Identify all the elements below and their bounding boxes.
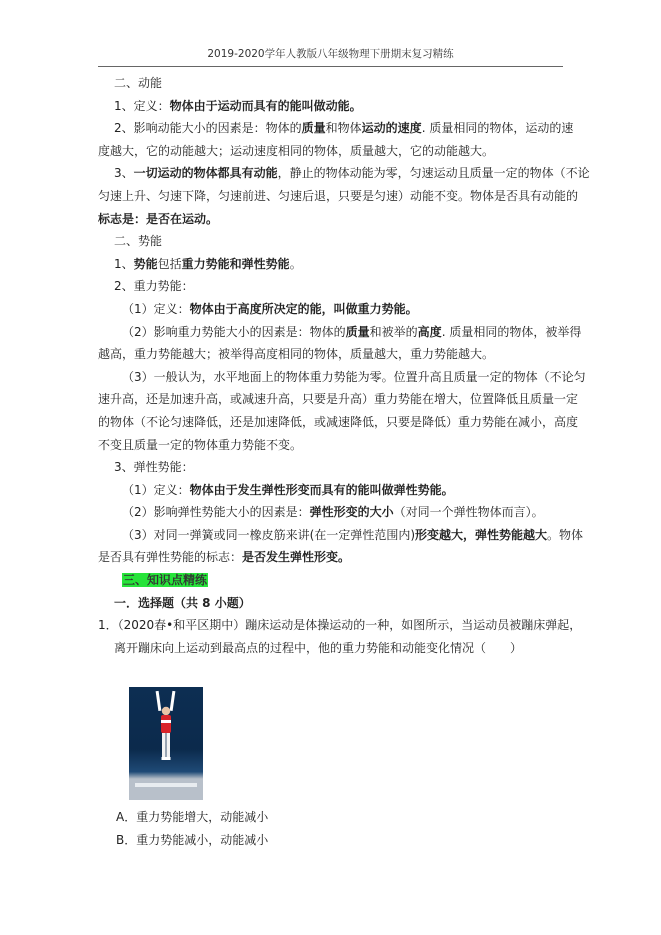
elastic-definition: （1）定义：物体由于发生弹性形变而具有的能叫做弹性势能。 <box>122 482 454 497</box>
choice-a[interactable]: A．重力势能增大，动能减小 <box>116 810 269 824</box>
page-header: 2019-2020学年人教版八年级物理下册期末复习精练 <box>98 46 563 67</box>
kinetic-note-cont: 匀速上升、匀速下降，匀速前进、匀速后退，只要是匀速）动能不变。物体是否具有动能的 <box>98 188 579 203</box>
question-1-line-1: 1．（2020春•和平区期中）蹦床运动是体操运动的一种，如图所示，当运动员被蹦床弹起， <box>98 618 582 633</box>
gymnast-figure-icon <box>129 687 203 800</box>
kinetic-factors: 2、影响动能大小的因素是：物体的质量和物体运动的速度. 质量相同的物体，运动的速 <box>114 121 574 136</box>
gravity-note-4: 不变且质量一定的物体重力势能不变。 <box>98 437 303 452</box>
practice-title: 三、知识点精练 <box>123 573 208 588</box>
multiple-choice-title: 一．选择题（共 8 小题） <box>114 595 251 610</box>
potential-title: 二、势能 <box>114 234 163 249</box>
notes-body <box>98 72 590 659</box>
trampoline-photo <box>129 687 203 800</box>
kinetic-note: 3、一切运动的物体都具有动能，静止的物体动能为零，匀速运动且质量一定的物体（不论 <box>114 166 590 181</box>
gravity-note: （3）一般认为，水平地面上的物体重力势能为零。位置升高且质量一定的物体（不论匀 <box>122 369 586 384</box>
kinetic-title: 二、动能 <box>114 76 163 90</box>
answer-choices <box>116 806 268 851</box>
gravity-factors: （2）影响重力势能大小的因素是：物体的质量和被举的高度. 质量相同的物体，被举得 <box>122 324 582 339</box>
kinetic-definition: 1、定义：物体由于运动而具有的能叫做动能。 <box>114 98 362 113</box>
elastic-note: （3）对同一弹簧或同一橡皮筋来讲(在一定弹性范围内)形变越大，弹性势能越大。物体 <box>122 527 584 542</box>
choice-b[interactable]: B．重力势能减小，动能减小 <box>116 832 269 847</box>
kinetic-mark: 标志是：是否在运动。 <box>98 211 219 226</box>
elastic-mark: 是否具有弹性势能的标志：是否发生弹性形变。 <box>98 550 351 565</box>
potential-types: 1、势能包括重力势能和弹性势能。 <box>114 256 302 271</box>
gravity-note-3: 的物体（不论匀速降低，还是加速降低，或减速降低，只要是降低）重力势能在减小，高度 <box>98 414 579 429</box>
gravity-title: 2、重力势能： <box>114 279 194 294</box>
gravity-definition: （1）定义：物体由于高度所决定的能，叫做重力势能。 <box>122 301 418 316</box>
gravity-note-2: 速升高，还是加速升高，或减速升高，只要是升高）重力势能在增大，位置降低且质量一定 <box>98 392 579 407</box>
elastic-title: 3、弹性势能： <box>114 460 194 475</box>
question-1-line-2: 离开蹦床向上运动到最高点的过程中，他的重力势能和动能变化情况（ ） <box>114 640 523 655</box>
gravity-factors-cont: 越高，重力势能越大；被举得高度相同的物体，质量越大，重力势能越大。 <box>98 347 495 362</box>
elastic-factors: （2）影响弹性势能大小的因素是：弹性形变的大小（对同一个弹性物体而言）。 <box>122 505 544 520</box>
kinetic-factors-cont: 度越大，它的动能越大；运动速度相同的物体，质量越大，它的动能越大。 <box>98 143 495 158</box>
